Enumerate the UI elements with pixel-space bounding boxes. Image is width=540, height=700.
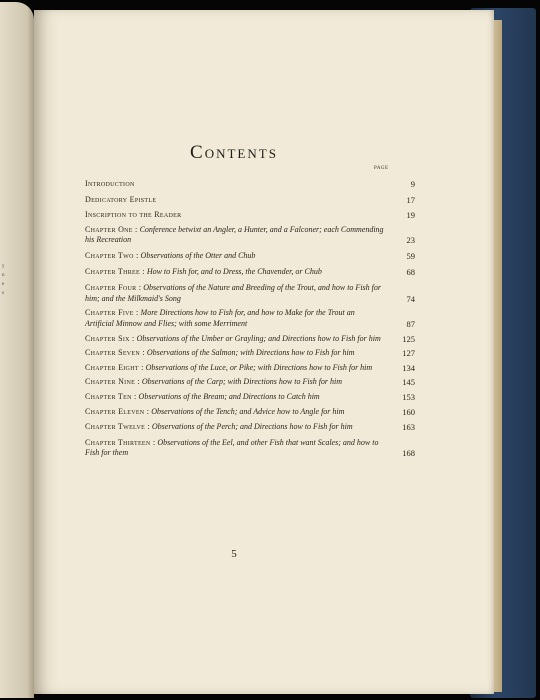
toc-entry-label: Chapter One :	[85, 224, 138, 234]
book-page	[34, 10, 494, 694]
prev-page-fragment: y	[2, 264, 5, 269]
toc-entry-label: Chapter Five :	[85, 308, 139, 318]
toc-entry-description: More Directions how to Fish for, and how to Make for the Trout an Artificial Minnow and Flies; with some Merriment	[85, 308, 355, 328]
toc-entry-description: Observations of the Luce, or Pike; with Directions how to Fish for him	[145, 362, 373, 372]
toc-entry-description: Observations of the Perch; and Directions how to Fish for him	[151, 422, 353, 432]
toc-entry-page: 125	[402, 333, 415, 344]
toc-entry-text	[85, 225, 415, 246]
toc-entry-page: 87	[406, 318, 415, 329]
toc-entry	[85, 267, 415, 278]
toc-entry-label: Chapter Eight :	[85, 362, 144, 372]
toc-entry-label: Chapter Nine :	[85, 377, 140, 387]
page-number: 5	[231, 548, 237, 560]
toc-entry-text	[85, 210, 415, 221]
toc-entry-label: Chapter Twelve :	[85, 422, 150, 432]
toc-entry-text	[85, 308, 415, 329]
toc-entry-page: 145	[402, 377, 415, 388]
toc-entry-page: 68	[406, 266, 415, 277]
toc-entry	[85, 422, 415, 433]
previous-page	[0, 2, 34, 698]
toc-entry-page: 59	[406, 250, 415, 261]
toc-entry-page: 19	[406, 210, 415, 221]
toc-entry-description: Observations of the Salmon; with Directions how to Fish for him	[146, 348, 355, 358]
toc-entry-text	[85, 377, 415, 388]
toc-entry	[85, 251, 415, 262]
page-column-header: PAGE	[374, 166, 389, 171]
toc-entry-page: 134	[402, 362, 415, 373]
toc-entry	[85, 210, 415, 221]
toc-entry-page: 163	[402, 422, 415, 433]
toc-entry-description: Observations of the Carp; with Directions how to Fish for him	[141, 377, 343, 387]
toc-entry-text	[85, 407, 415, 418]
toc-entry-text	[85, 422, 415, 433]
toc-entry-page: 17	[406, 194, 415, 205]
toc-entry-description: Observations of the Otter and Chub	[140, 250, 256, 260]
toc-entry-description: Observations of the Nature and Breeding of the Trout, and how to Fish for him; and the Milkmaid's Song	[85, 283, 381, 303]
toc-entry-label: Chapter Two :	[85, 250, 139, 260]
toc-entry-label: Chapter Thirteen :	[85, 437, 156, 447]
toc-entry-label: Chapter Ten :	[85, 391, 137, 401]
toc-entry-description: Conference betwixt an Angler, a Hunter, and a Falconer; each Commending his Recreation	[85, 224, 384, 245]
prev-page-fragment: n	[2, 273, 5, 278]
toc-entry-text	[85, 363, 415, 374]
toc-entry-text	[85, 334, 415, 345]
contents-title: Contents	[190, 142, 278, 163]
toc-entry-page: 9	[410, 179, 415, 189]
toc-entry-page: 168	[402, 448, 415, 459]
toc-entry	[85, 363, 415, 374]
toc-entry	[85, 308, 415, 329]
toc-entry	[85, 377, 415, 388]
toc-entry-label: Chapter Six :	[85, 333, 135, 343]
toc-entry-label: Chapter Seven :	[85, 348, 145, 358]
toc-entry	[85, 407, 415, 418]
toc-entry-description: Observations of the Umber or Grayling; and Directions how to Fish for him	[136, 333, 381, 343]
toc-entry	[85, 392, 415, 403]
toc-entry-text	[85, 251, 415, 262]
toc-entry	[85, 438, 415, 459]
toc-entry-text	[85, 392, 415, 403]
toc-entry	[85, 334, 415, 345]
toc-entry-text	[85, 438, 415, 459]
toc-entry-description: Observations of the Bream; and Directions to Catch him	[138, 391, 320, 401]
table-of-contents	[85, 175, 415, 459]
toc-entry-text	[85, 195, 415, 206]
toc-entry-label: Inscription to the Reader	[85, 210, 182, 220]
prev-page-fragment: s	[2, 291, 4, 296]
prev-page-fragment: e	[2, 282, 5, 287]
toc-entry-text	[85, 348, 415, 359]
toc-entry-description: Observations of the Eel, and other Fish that want Scales; and how to Fish for them	[85, 437, 379, 458]
toc-entry-label: Introduction	[85, 179, 135, 188]
toc-entry	[85, 195, 415, 206]
toc-entry-text	[85, 283, 415, 304]
toc-entry-page: 153	[402, 391, 415, 402]
toc-entry-text	[85, 179, 415, 190]
toc-entry-description: How to Fish for, and to Dress, the Chavender, or Chub	[146, 266, 322, 276]
toc-entry-label: Dedicatory Epistle	[85, 194, 157, 204]
toc-entry-text	[85, 267, 415, 278]
toc-entry-page: 160	[402, 406, 415, 417]
toc-entry	[85, 348, 415, 359]
toc-entry-description: Observations of the Tench; and Advice how to Angle for him	[151, 406, 345, 416]
toc-entry	[85, 283, 415, 304]
toc-entry-page: 127	[402, 348, 415, 359]
toc-entry-label: Chapter Three :	[85, 266, 145, 276]
toc-entry-page: 23	[406, 235, 415, 246]
toc-entry-page: 74	[406, 293, 415, 304]
toc-entry	[85, 225, 415, 246]
toc-entry	[85, 179, 415, 190]
toc-entry-label: Chapter Eleven :	[85, 406, 150, 416]
toc-entry-label: Chapter Four :	[85, 283, 142, 293]
